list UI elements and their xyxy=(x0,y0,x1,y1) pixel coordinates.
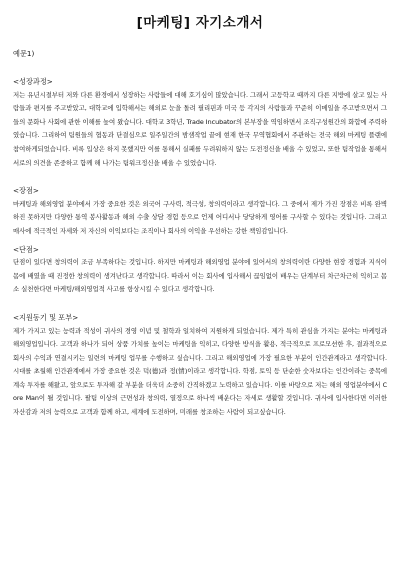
section-weaknesses xyxy=(13,243,387,297)
document-title: [마케팅] 자기소개서 xyxy=(136,15,264,31)
section-heading: <장점> xyxy=(13,186,39,196)
section-body: 마케팅과 해외영업 분야에서 가장 중요한 것은 외국어 구사력, 적극성, 창의력이라고 생각합니다. 그 중에서 제가 가진 장점은 비록 완벽하진 못하지만 다양한 통역 봉사활동과 해외 수출 상담 경험 등으로 언제 어디서나 당당하게 영어를 구사할 수 있다는 것입니다. 그리고 매사에 적극적인 자세와 저 자신의 이익보다는 조직이나 회사의 이익을 우선하는 강한 책임감입니다. xyxy=(13,199,387,235)
section-body: 저는 유년시절부터 저와 다른 환경에서 성장하는 사람들에 대해 호기심이 많았습니다. 그래서 고등학교 때까지 다른 지방에 살고 있는 사람들과 편지를 주고받았고, 대학교에 입학해서는 해외로 눈을 돌려 필리핀과 미국 등 각지의 사람들과 꾸준히 이메일을 주고받으면서 그들의 문화나 사회에 관한 이해를 높여 왔습니다. 대학교 3학년, Trade Incubator의 본부장을 역임하면서 조직구성원간의 화합에 주력하였습니다. 그리하여 팀원들의 협동과 단결심으로 일주일간의 밤샘작업 끝에 현재 한국 무역협회에서 주관하는 전국 해외 마케팅 플랜에 참여하게되었습니다. 비록 입상은 하지 못했지만 이를 통해서 실패를 두려워하지 않는 도전정신을 배울 수 있었고, 또한 팀작업을 통해서 서로의 의견을 존중하고 함께 해 나가는 팀워크정신을 배울 수 있었습니다. xyxy=(13,90,387,167)
section-strengths xyxy=(13,184,387,238)
section-motivation xyxy=(13,311,387,420)
section-body: 제가 가지고 있는 능력과 적성이 귀사의 경영 이념 및 철학과 일치하여 지원하게 되었습니다. 제가 특히 관심을 가지는 분야는 마케팅과 해외영업입니다. 고객과 하나가 되어 상품 가치를 높이는 마케팅을 익히고, 다양한 방식을 활용, 적극적으로 프로모션한 후, 결과적으로 회사의 수익과 연결시키는 일련의 마케팅 업무를 수행하고 싶습니다. 그리고 해외영업에 가장 필요한 부분이 인간관계라고 생각합니다. 시대를 초월해 인간관계에서 가장 중요한 것은 덕(德)과 정(情)이라고 생각합니다. 학점, 토익 등 단순한 숫자보다는 인간이라는 중목에 계속 투자를 해왔고, 앞으로도 투자해 갈 부분을 더욱더 소중히 간직하겠고 노력하고 있습니다. 이를 바탕으로 저는 해외 영업분야에서 Core Man이 될 것입니다. 팔팀 이상의 근면성과 창의력, 열정으로 하나씩 배운다는 자세로 생활할 것입니다. 귀사에 입사한다면 이러한 자산감과 저의 능력으로 고객과 함께 하고, 세계에 도전하며, 미래를 창조하는 사람이 되고싶습니다. xyxy=(13,326,387,417)
section-heading: <단점> xyxy=(13,244,39,254)
example-label: 예문1) xyxy=(13,49,35,58)
section-heading: <성장과정> xyxy=(13,77,53,86)
section-growth xyxy=(13,75,387,170)
section-heading: <지원동기 및 포부> xyxy=(13,312,79,322)
section-body: 단점이 있다면 창의력이 조금 부족하다는 것입니다. 하지만 마케팅과 해외영업 분야에 있어서의 창의력이란 다양한 현장 경험과 지식이 몸에 배였을 때 진정한 창의력이 생겨난다고 생각합니다. 따라서 이는 회사에 입사해서 끊임없이 배우는 단계부터 차근차근히 익히고 몸소 실천한다면 마케팅/해외영업적 사고를 항상시킬 수 있다고 생각합니다. xyxy=(13,258,387,294)
